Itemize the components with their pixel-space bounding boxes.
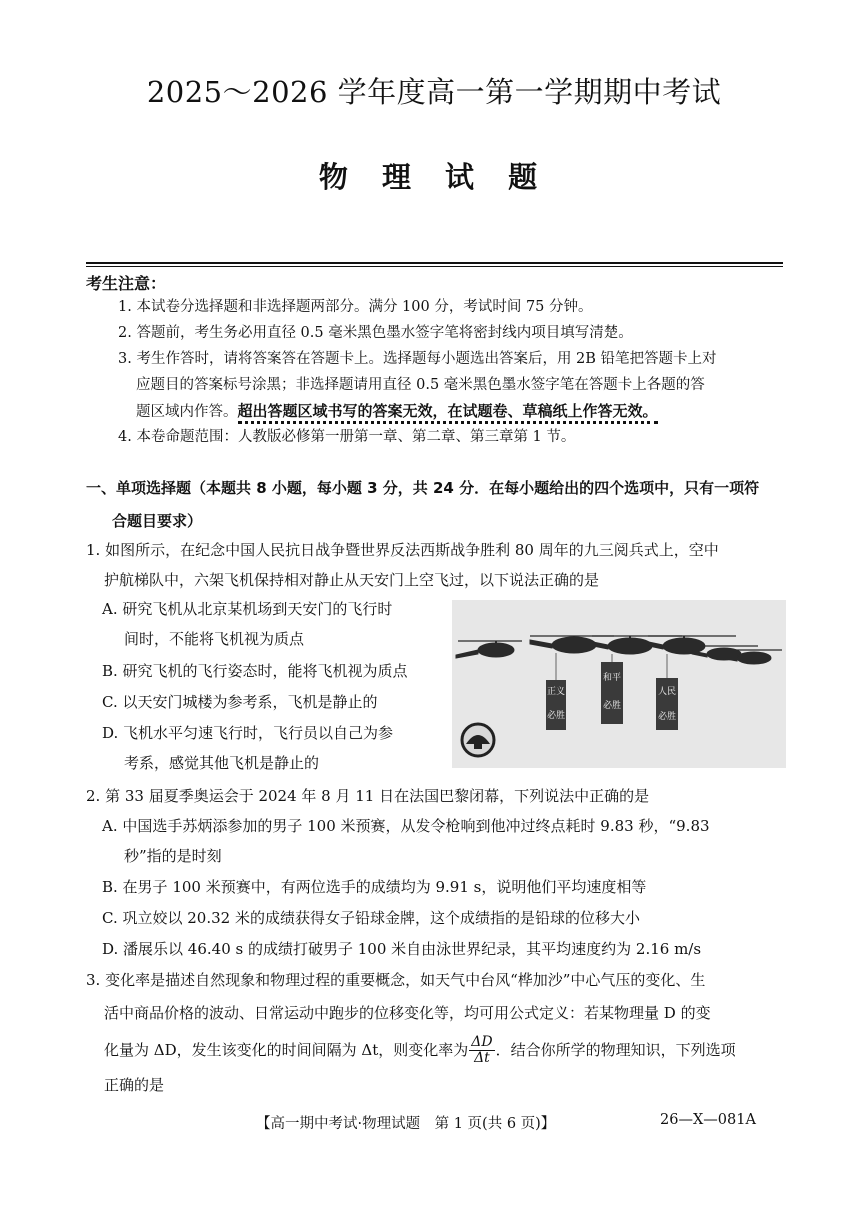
notice-item-3-plain: 题区域内作答。 xyxy=(136,404,238,420)
question-2-option-a-line1: A. 中国选手苏炳添参加的男子 100 米预赛，从发令枪响到他冲过终点耗时 9.83 秒，“9.83 xyxy=(102,817,710,835)
banner-justice xyxy=(546,680,566,730)
notice-item-3 xyxy=(118,346,786,425)
header-divider-thin xyxy=(86,266,783,267)
commemorative-emblem-icon xyxy=(462,724,494,756)
section-heading xyxy=(86,472,786,538)
banner-people-text-2: 必胜 xyxy=(657,712,677,722)
footer-page-info: 【高一期中考试·物理试题 第 1 页(共 6 页)】 xyxy=(256,1116,556,1132)
notice-item-4: 4. 本卷命题范围：人教版必修第一册第一章、第二章、第三章第 1 节。 xyxy=(118,429,576,445)
notice-item-1: 1. 本试卷分选择题和非选择题两部分。满分 100 分，考试时间 75 分钟。 xyxy=(118,299,593,315)
exam-title: 2025～2026 学年度高一第一学期期中考试 xyxy=(146,75,722,109)
question-2-option-c[interactable]: C. 巩立姣以 20.32 米的成绩获得女子铅球金牌，这个成绩指的是铅球的位移大小 xyxy=(102,909,640,927)
banner-justice-text-1: 正义 xyxy=(546,687,566,697)
question-3-line3-a: 化量为 ΔD，发生该变化的时间间隔为 Δt，则变化率为 xyxy=(104,1040,469,1059)
question-2-stem: 2. 第 33 届夏季奥运会于 2024 年 8 月 11 日在法国巴黎闭幕，下列说法中正确的是 xyxy=(86,787,650,805)
question-3-stem xyxy=(86,966,786,1100)
banner-peace-text-1: 和平 xyxy=(602,673,622,683)
banner-people-text-1: 人民 xyxy=(657,687,677,697)
question-1-line2: 护航梯队中，六架飞机保持相对静止从天安门上空飞过，以下说法正确的是 xyxy=(104,570,600,589)
question-3-line2: 活中商品价格的波动、日常运动中跑步的位移变化等，均可用公式定义：若某物理量 D 的变 xyxy=(104,1003,711,1022)
header-divider-thick xyxy=(86,262,783,264)
question-1-option-a-line1: A. 研究飞机从北京某机场到天安门的飞行时 xyxy=(102,600,393,618)
banner-people xyxy=(656,678,678,730)
fraction-denominator: Δt xyxy=(474,1050,490,1066)
question-1-option-c[interactable]: C. 以天安门城楼为参考系，飞机是静止的 xyxy=(102,693,378,711)
question-2-option-a[interactable] xyxy=(102,812,710,871)
question-1-option-a[interactable] xyxy=(102,595,392,654)
notice-item-3-line3 xyxy=(118,398,786,425)
question-1-option-d-line1: D. 飞机水平匀速飞行时，飞行员以自己为参 xyxy=(102,724,394,742)
question-1-option-a-line2: 间时，不能将飞机视为质点 xyxy=(124,629,305,648)
footer-code: 26—X—081A xyxy=(660,1112,756,1128)
banner-peace-text-2: 必胜 xyxy=(602,701,622,711)
question-2-option-b[interactable]: B. 在男子 100 米预赛中，有两位选手的成绩均为 9.91 s，说明他们平均速度相等 xyxy=(102,878,647,896)
question-1-line1: 1. 如图所示，在纪念中国人民抗日战争暨世界反法西斯战争胜利 80 周年的九三阅兵式上，空中 xyxy=(86,541,719,559)
banner-peace xyxy=(601,662,623,724)
question-3-line1: 3. 变化率是描述自然现象和物理过程的重要概念，如天气中台风“桦加沙”中心气压的变化、生 xyxy=(86,971,706,989)
question-1-option-d[interactable] xyxy=(102,719,393,778)
question-2-option-a-line2: 秒”指的是时刻 xyxy=(124,846,222,865)
helicopter-formation-photo xyxy=(452,600,786,768)
question-1-option-d-line2: 考系，感觉其他飞机是静止的 xyxy=(124,753,320,772)
section-heading-line2: 合题目要求） xyxy=(112,512,203,530)
fraction-numerator: ΔD xyxy=(471,1034,493,1050)
question-1-option-b[interactable]: B. 研究飞机的飞行姿态时，能将飞机视为质点 xyxy=(102,662,408,680)
question-1-stem xyxy=(86,536,786,595)
notice-heading: 考生注意： xyxy=(86,274,167,293)
notice-item-3-line1: 3. 考生作答时，请将答案答在答题卡上。选择题每小题选出答案后，用 2B 铅笔把答题卡上对 xyxy=(118,351,717,367)
helicopter-formation-image xyxy=(452,600,786,768)
notice-item-3-emphasis: 超出答题区域书写的答案无效，在试题卷、草稿纸上作答无效。 xyxy=(238,402,658,424)
question-2-option-d[interactable]: D. 潘展乐以 46.40 s 的成绩打破男子 100 米自由泳世界纪录，其平均速度约为 2.16 m/s xyxy=(102,940,702,958)
question-3-line3-b: ．结合你所学的物理知识，下列选项 xyxy=(495,1040,736,1059)
section-heading-line1: 一、单项选择题（本题共 8 小题，每小题 3 分，共 24 分．在每小题给出的四个选项中，只有一项符 xyxy=(86,479,760,497)
banner-justice-text-2: 必胜 xyxy=(546,711,566,721)
subject-title: 物 理 试 题 xyxy=(318,160,550,194)
question-3-line4: 正确的是 xyxy=(104,1075,165,1094)
rate-formula-fraction xyxy=(469,1035,494,1066)
notice-item-2: 2. 答题前，考生务必用直径 0.5 毫米黑色墨水签字笔将密封线内项目填写清楚。 xyxy=(118,325,633,341)
notice-item-3-line2: 应题目的答案标号涂黑；非选择题请用直径 0.5 毫米黑色墨水签字笔在答题卡上各题的答 xyxy=(136,377,705,393)
question-3-line3 xyxy=(86,1030,786,1070)
